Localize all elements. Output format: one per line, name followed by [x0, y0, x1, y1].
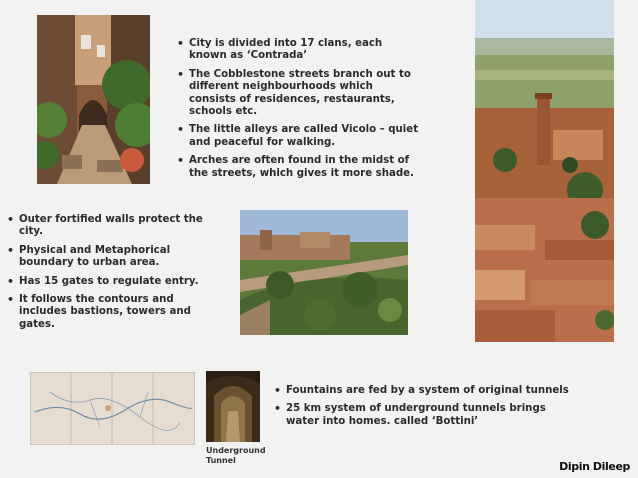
- bullet-arches: • Arches are often found in the midst of the streets, which gives it more shade.: [175, 155, 420, 180]
- tunnel-map-image: [30, 372, 195, 445]
- author-signature: Dipin Dileep: [559, 460, 630, 473]
- city-walls-photo: [240, 210, 408, 335]
- underground-tunnel-photo: [206, 371, 260, 442]
- bullet-bottini: • 25 km system of underground tunnels brings water into homes. called ‘Bottini’: [272, 403, 582, 428]
- bullet-contours: • It follows the contours and includes bastions, towers and gates.: [5, 294, 205, 331]
- siena-aerial-photo: [475, 0, 614, 342]
- tunnel-caption: Underground Tunnel: [206, 446, 266, 465]
- fortified-walls-list: [5, 214, 205, 337]
- bullet-contrada: • City is divided into 17 clans, each known as ‘Contrada’: [175, 38, 420, 63]
- bullet-outer-walls: • Outer fortified walls protect the city.: [5, 214, 205, 239]
- bullet-boundary: • Physical and Metaphorical boundary to urban area.: [5, 245, 205, 270]
- alley-street-photo: [37, 15, 150, 184]
- bullet-gates: • Has 15 gates to regulate entry.: [5, 276, 205, 288]
- contrada-streets-list: [175, 38, 420, 186]
- bullet-cobblestone-streets: • The Cobblestone streets branch out to different neighbourhoods which consists of residences, restaurants, schools etc.: [175, 69, 420, 119]
- bullet-vicolo: • The little alleys are called Vicolo – quiet and peaceful for walking.: [175, 124, 420, 149]
- bullet-fountains: • Fountains are fed by a system of original tunnels: [272, 385, 582, 397]
- bottini-tunnels-list: [272, 385, 582, 434]
